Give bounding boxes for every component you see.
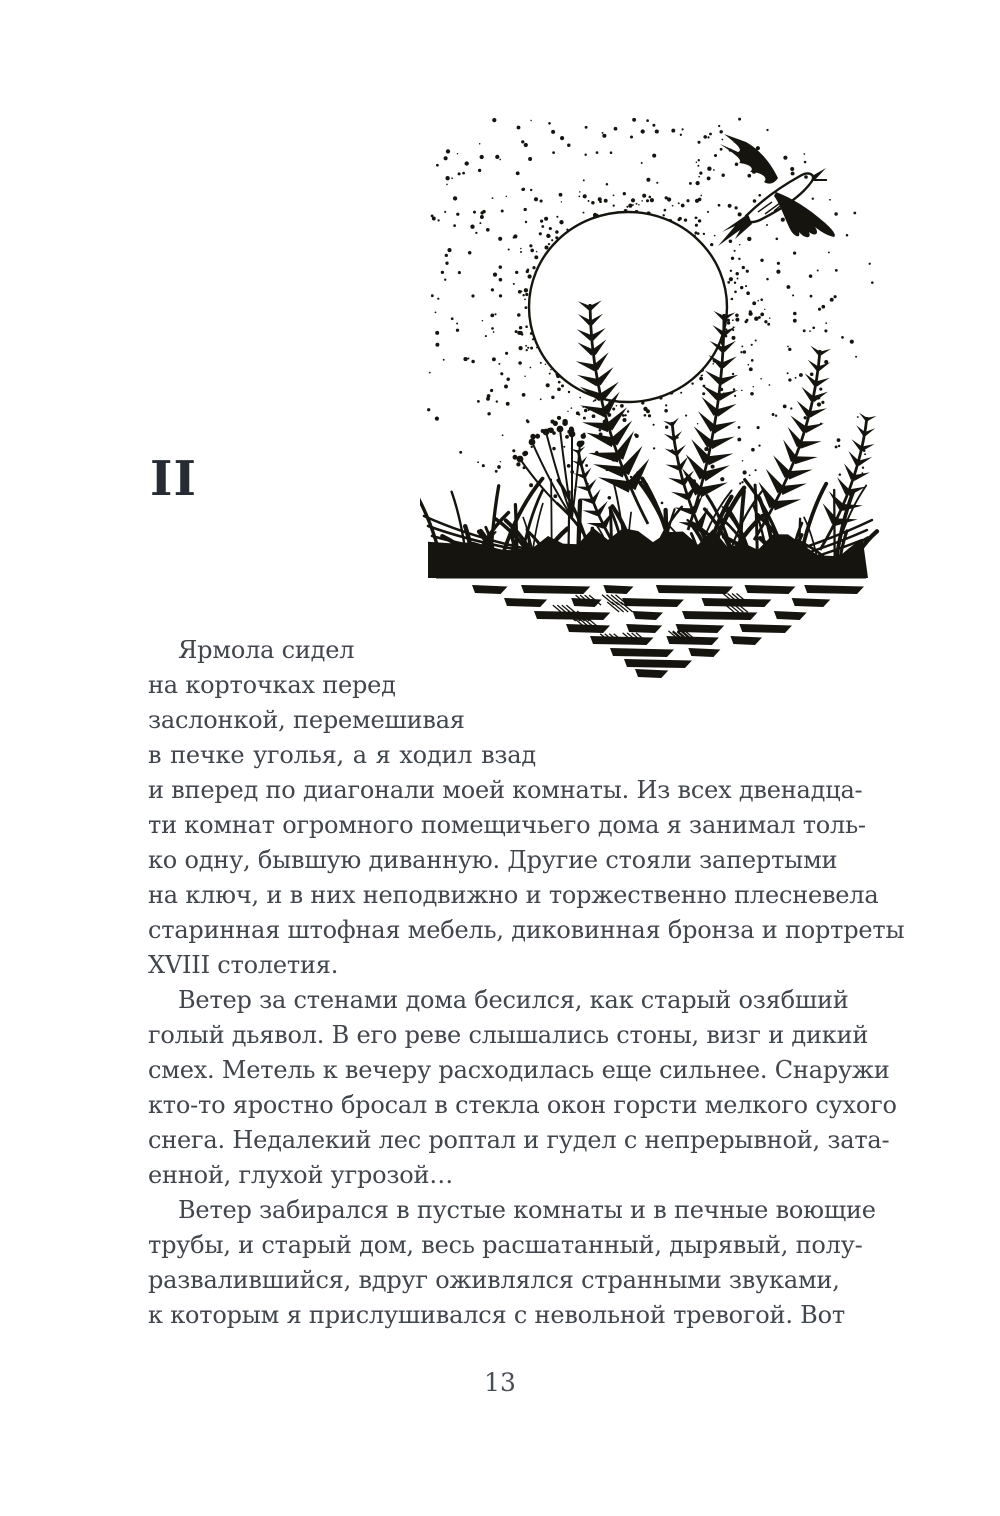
text-line: в печке уголья, а я ходил взад [148,741,536,769]
text-line: XVIII столетия. [148,951,339,979]
text-line: ти комнат огромного помещичьего дома я занимал толь- [148,811,866,839]
text-line: голый дьявол. В его реве слышались стоны, визг и дикий [148,1021,869,1049]
text-line: кто-то яростно бросал в стекла окон горсти мелкого сухого [148,1091,897,1119]
text-line: смех. Метель к вечеру расходилась еще сильнее. Снаружи [148,1056,890,1084]
text-line: на корточках перед [148,671,396,699]
grass-tuft-icon [420,479,877,579]
text-line: ко одну, бывшую диванную. Другие стояли запертыми [148,846,838,874]
text-line: енной, глухой угрозой… [148,1161,454,1189]
moon-icon [529,212,727,402]
text-line: и вперед по диагонали моей комнаты. Из всех двенадца- [148,776,863,804]
text-line: заслонкой, перемешивая [148,706,465,734]
book-illustration [420,112,880,692]
text-line: трубы, и старый дом, весь расшатанный, дырявый, полу- [148,1231,863,1259]
text-line: на ключ, и в них неподвижно и торжественно плесневела [148,881,879,909]
text-line: Ветер за стенами дома бесился, как старый озябший [178,986,849,1014]
text-line: развалившийся, вдруг оживлялся странными звуками, [148,1266,840,1294]
text-line: снега. Недалекий лес роптал и гудел с непрерывной, зата- [148,1126,890,1154]
page-number: 13 [484,1368,516,1397]
text-line: к которым я прислушивался с невольной тревогой. Вот [148,1301,845,1329]
body-text [148,633,905,1333]
text-line: Ярмола сидел [178,636,355,664]
chapter-heading: II [150,451,197,507]
text-line: Ветер забирался в пустые комнаты и в печные воющие [178,1196,876,1224]
flying-bird-icon [718,134,835,246]
text-line: старинная штофная мебель, диковинная бронза и портреты [148,916,905,944]
